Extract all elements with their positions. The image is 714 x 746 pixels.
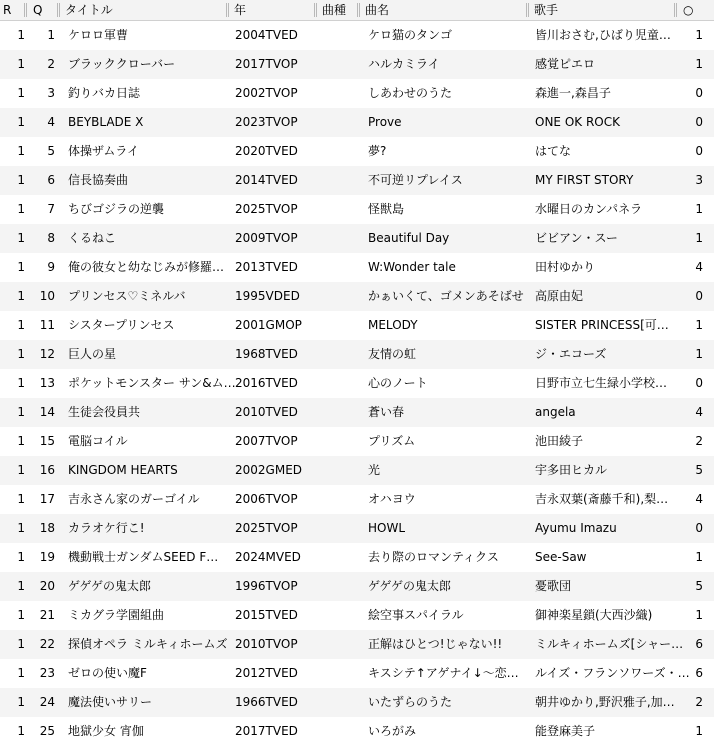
cell-artist: 高原由妃: [535, 289, 584, 303]
table-row[interactable]: [0, 108, 714, 137]
cell-song: 怪獣島: [368, 202, 405, 216]
cell-title: シスタープリンセス: [68, 318, 175, 332]
table-row[interactable]: [0, 253, 714, 282]
cell-r: 1: [17, 86, 25, 100]
cell-q: 20: [39, 579, 55, 593]
column-resize-handle[interactable]: [226, 3, 229, 17]
column-resize-handle[interactable]: [526, 3, 529, 17]
cell-song: オハヨウ: [368, 492, 416, 506]
cell-q: 18: [39, 521, 55, 535]
cell-q: 21: [39, 608, 55, 622]
cell-song: ハルカミライ: [368, 57, 440, 71]
cell-r: 1: [17, 492, 25, 506]
cell-song: Prove: [368, 115, 402, 129]
cell-q: 24: [39, 695, 55, 709]
table-row[interactable]: [0, 688, 714, 717]
cell-year: 2007TVOP: [235, 434, 298, 448]
cell-year: 2013TVED: [235, 260, 298, 274]
cell-year: 2020TVED: [235, 144, 298, 158]
cell-r: 1: [17, 608, 25, 622]
cell-r: 1: [17, 173, 25, 187]
cell-artist: 御神楽星鎖(大西沙織): [535, 608, 653, 622]
table-row[interactable]: [0, 514, 714, 543]
cell-song: 正解はひとつ!じゃない!!: [368, 637, 503, 651]
cell-year: 2001GMOP: [235, 318, 302, 332]
cell-year: 2025TVOP: [235, 521, 298, 535]
cell-r: 1: [17, 260, 25, 274]
cell-artist: はてな: [535, 144, 572, 158]
column-resize-handle[interactable]: [24, 3, 27, 17]
cell-artist: MY FIRST STORY: [535, 173, 634, 187]
cell-q: 7: [47, 202, 55, 216]
cell-artist: 森進一,森昌子: [535, 86, 611, 100]
cell-q: 23: [39, 666, 55, 680]
cell-song: 不可逆リプレイス: [368, 173, 463, 187]
cell-artist: 池田綾子: [535, 434, 584, 448]
cell-artist: ミルキィホームズ[シャー…: [535, 637, 684, 651]
cell-year: 2017TVED: [235, 724, 298, 738]
cell-artist: 朝井ゆかり,野沢雅子,加…: [535, 695, 675, 709]
cell-song: 心のノート: [368, 376, 428, 390]
cell-song: MELODY: [368, 318, 418, 332]
table-row[interactable]: [0, 630, 714, 659]
cell-song: いろがみ: [368, 724, 417, 738]
cell-year: 2024MVED: [235, 550, 301, 564]
cell-title: ブラッククローバー: [68, 57, 176, 71]
cell-title: 魔法使いサリー: [68, 695, 153, 709]
cell-year: 2004TVED: [235, 28, 298, 42]
column-header-type[interactable]: 曲種: [322, 3, 347, 17]
cell-title: 吉永さん家のガーゴイル: [68, 492, 200, 506]
table-row[interactable]: [0, 311, 714, 340]
cell-song: 夢?: [368, 144, 387, 158]
cell-artist: SISTER PRINCESS[可…: [535, 318, 669, 332]
cell-song: 絵空事スパイラル: [368, 608, 464, 622]
cell-q: 16: [39, 463, 55, 477]
cell-q: 5: [47, 144, 55, 158]
cell-r: 1: [17, 289, 25, 303]
cell-o: 5: [695, 579, 703, 593]
cell-q: 9: [47, 260, 55, 274]
cell-year: 1966TVED: [235, 695, 298, 709]
cell-year: 2006TVOP: [235, 492, 298, 506]
cell-o: 0: [695, 521, 703, 535]
cell-year: 2016TVED: [235, 376, 298, 390]
cell-song: 蒼い春: [368, 405, 405, 419]
cell-q: 12: [39, 347, 55, 361]
cell-title: 電脳コイル: [68, 434, 128, 448]
cell-song: しあわせのうた: [368, 86, 453, 100]
cell-title: 俺の彼女と幼なじみが修羅…: [68, 260, 225, 274]
column-header-q[interactable]: Q: [33, 3, 43, 17]
cell-r: 1: [17, 579, 25, 593]
cell-artist: 宇多田ヒカル: [535, 463, 608, 477]
cell-q: 2: [47, 57, 55, 71]
cell-artist: 憂歌団: [535, 579, 572, 593]
cell-title: ケロロ軍曹: [68, 28, 129, 42]
cell-artist: 日野市立七生緑小学校…: [535, 376, 668, 390]
cell-year: 2025TVOP: [235, 202, 298, 216]
cell-song: ゲゲゲの鬼太郎: [368, 579, 452, 593]
table-row[interactable]: [0, 717, 714, 746]
column-resize-handle[interactable]: [357, 3, 360, 17]
cell-song: 去り際のロマンティクス: [368, 550, 499, 564]
cell-q: 13: [39, 376, 55, 390]
cell-r: 1: [17, 231, 25, 245]
cell-year: 1968TVED: [235, 347, 298, 361]
cell-o: 0: [695, 86, 703, 100]
cell-o: 1: [695, 724, 703, 738]
cell-r: 1: [17, 144, 25, 158]
cell-artist: ビビアン・スー: [535, 231, 618, 245]
cell-title: カラオケ行こ!: [68, 521, 145, 535]
cell-q: 19: [39, 550, 55, 564]
cell-r: 1: [17, 376, 25, 390]
cell-title: BEYBLADE X: [68, 115, 144, 129]
cell-o: 1: [695, 347, 703, 361]
table-row[interactable]: [0, 50, 714, 79]
table-row[interactable]: [0, 21, 714, 50]
cell-year: 2009TVOP: [235, 231, 298, 245]
cell-title: 体操ザムライ: [68, 144, 140, 158]
cell-song: いたずらのうた: [368, 695, 453, 709]
cell-year: 1996TVOP: [235, 579, 298, 593]
table-row[interactable]: [0, 398, 714, 427]
cell-song: キスシテ↑アゲナイ↓〜恋…: [368, 666, 519, 680]
cell-r: 1: [17, 318, 25, 332]
cell-title: 巨人の星: [68, 347, 117, 361]
cell-q: 4: [47, 115, 55, 129]
table-row[interactable]: [0, 427, 714, 456]
cell-title: ポケットモンスター サン&ム…: [68, 376, 236, 390]
cell-r: 1: [17, 666, 25, 680]
cell-song: 友情の虹: [368, 347, 417, 361]
cell-artist: ONE OK ROCK: [535, 115, 620, 129]
cell-artist: 感覚ピエロ: [535, 57, 596, 71]
cell-artist: 水曜日のカンパネラ: [535, 202, 643, 216]
cell-song: HOWL: [368, 521, 406, 535]
cell-year: 2023TVOP: [235, 115, 298, 129]
cell-year: 2010TVOP: [235, 637, 298, 651]
cell-song: 光: [368, 463, 381, 477]
cell-artist: 田村ゆかり: [535, 260, 596, 274]
cell-o: 5: [695, 463, 703, 477]
cell-artist: 吉永双葉(斎藤千和),梨…: [535, 492, 669, 506]
cell-o: 4: [695, 492, 703, 506]
table-row[interactable]: [0, 282, 714, 311]
cell-o: 1: [695, 202, 703, 216]
cell-o: 4: [695, 260, 703, 274]
cell-r: 1: [17, 521, 25, 535]
table-header: [0, 0, 714, 21]
cell-r: 1: [17, 695, 25, 709]
cell-r: 1: [17, 405, 25, 419]
table-row[interactable]: [0, 572, 714, 601]
cell-artist: ジ・エコーズ: [535, 347, 607, 361]
cell-title: 探偵オペラ ミルキィホームズ: [68, 637, 228, 651]
cell-o: 1: [695, 28, 703, 42]
cell-q: 1: [47, 28, 55, 42]
table-row[interactable]: [0, 195, 714, 224]
cell-title: 地獄少女 宵伽: [68, 724, 144, 738]
cell-q: 15: [39, 434, 55, 448]
cell-song: ケロ猫のタンゴ: [368, 28, 453, 42]
cell-artist: 皆川おさむ,ひばり児童…: [535, 28, 671, 42]
column-header-r[interactable]: R: [3, 3, 12, 17]
cell-title: 機動戦士ガンダムSEED F…: [68, 550, 219, 564]
cell-q: 17: [39, 492, 55, 506]
cell-artist: 能登麻美子: [535, 724, 596, 738]
cell-o: 0: [695, 144, 703, 158]
column-header-year[interactable]: 年: [234, 3, 247, 17]
table-row[interactable]: [0, 456, 714, 485]
cell-artist: angela: [535, 405, 576, 419]
column-resize-handle[interactable]: [314, 3, 317, 17]
table-row[interactable]: [0, 340, 714, 369]
cell-year: 2010TVED: [235, 405, 298, 419]
cell-r: 1: [17, 724, 25, 738]
cell-q: 10: [39, 289, 55, 303]
cell-r: 1: [17, 637, 25, 651]
table-row[interactable]: [0, 224, 714, 253]
cell-o: 1: [695, 57, 703, 71]
column-resize-handle[interactable]: [57, 3, 60, 17]
cell-o: 4: [695, 405, 703, 419]
cell-year: 2017TVOP: [235, 57, 298, 71]
cell-title: ちびゴジラの逆襲: [68, 202, 165, 216]
cell-q: 14: [39, 405, 55, 419]
cell-r: 1: [17, 57, 25, 71]
cell-title: KINGDOM HEARTS: [68, 463, 178, 477]
table-row[interactable]: [0, 485, 714, 514]
cell-r: 1: [17, 28, 25, 42]
table-row[interactable]: [0, 659, 714, 688]
cell-q: 11: [39, 318, 55, 332]
column-header-o[interactable]: ○: [683, 3, 694, 17]
cell-year: 2002GMED: [235, 463, 303, 477]
cell-year: 2012TVED: [235, 666, 298, 680]
cell-song: かぁいくて、ゴメンあそばせ: [368, 289, 524, 303]
cell-title: 信長協奏曲: [68, 173, 129, 187]
cell-o: 6: [695, 637, 703, 651]
cell-q: 6: [47, 173, 55, 187]
cell-q: 22: [39, 637, 55, 651]
cell-title: ゼロの使い魔F: [68, 666, 147, 680]
cell-o: 2: [695, 695, 703, 709]
cell-year: 2002TVOP: [235, 86, 298, 100]
column-header-song[interactable]: 曲名: [365, 3, 390, 17]
cell-song: Beautiful Day: [368, 231, 450, 245]
table-row[interactable]: [0, 166, 714, 195]
cell-year: 2014TVED: [235, 173, 298, 187]
cell-title: くるねこ: [68, 231, 117, 245]
cell-r: 1: [17, 434, 25, 448]
cell-o: 0: [695, 376, 703, 390]
cell-song: W:Wonder tale: [368, 260, 456, 274]
cell-o: 1: [695, 550, 703, 564]
cell-o: 6: [695, 666, 703, 680]
table-row[interactable]: [0, 137, 714, 166]
cell-song: プリズム: [368, 434, 416, 448]
cell-q: 8: [47, 231, 55, 245]
cell-o: 0: [695, 289, 703, 303]
cell-o: 3: [695, 173, 703, 187]
cell-o: 1: [695, 608, 703, 622]
column-header-artist[interactable]: 歌手: [534, 3, 559, 17]
cell-year: 2015TVED: [235, 608, 298, 622]
cell-o: 1: [695, 318, 703, 332]
cell-artist: Ayumu Imazu: [535, 521, 617, 535]
cell-artist: See-Saw: [535, 550, 587, 564]
cell-r: 1: [17, 347, 25, 361]
cell-title: プリンセス♡ミネルバ: [68, 289, 186, 303]
cell-r: 1: [17, 550, 25, 564]
cell-r: 1: [17, 202, 25, 216]
cell-title: ゲゲゲの鬼太郎: [68, 579, 152, 593]
cell-r: 1: [17, 115, 25, 129]
cell-title: ミカグラ学園組曲: [68, 608, 165, 622]
cell-title: 釣りバカ日誌: [68, 86, 141, 100]
cell-artist: ルイズ・フランソワーズ・…: [535, 666, 690, 680]
cell-o: 0: [695, 115, 703, 129]
column-resize-handle[interactable]: [674, 3, 677, 17]
cell-title: 生徒会役員共: [68, 405, 141, 419]
table-row[interactable]: [0, 369, 714, 398]
cell-year: 1995VDED: [235, 289, 300, 303]
cell-r: 1: [17, 463, 25, 477]
cell-q: 3: [47, 86, 55, 100]
table-row[interactable]: [0, 601, 714, 630]
column-header-title[interactable]: タイトル: [65, 3, 113, 17]
table-row[interactable]: [0, 79, 714, 108]
cell-q: 25: [39, 724, 55, 738]
table-row[interactable]: [0, 543, 714, 572]
cell-o: 2: [695, 434, 703, 448]
cell-o: 1: [695, 231, 703, 245]
